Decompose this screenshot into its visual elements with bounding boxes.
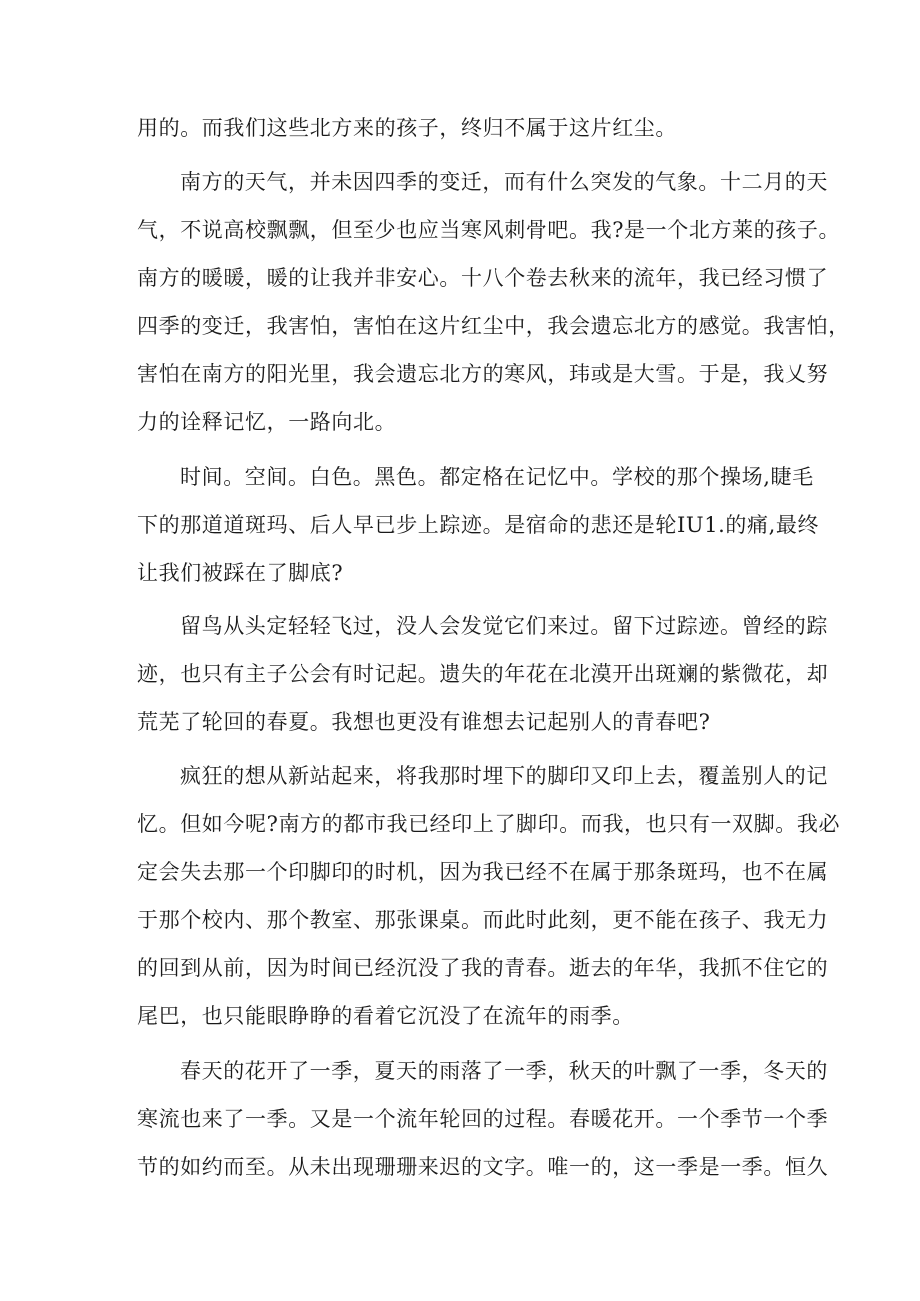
text-line: 力的诠释记忆，一路向北。 [137, 410, 397, 434]
text-line: 春天的花开了一季，夏天的雨落了一季，秋天的叶飘了一季，冬天的 [180, 1059, 828, 1083]
text-line: 节的如约而至。从未出现珊珊来迟的文字。唯一的，这一季是一季。恒久 [137, 1155, 829, 1179]
text-line: 害怕在南方的阳光里，我会遗忘北方的寒风，玮或是大雪。于是，我乂努 [137, 362, 829, 386]
text-line: 寒流也来了一季。又是一个流年轮回的过程。春暖花开。一个季节一个季 [137, 1107, 829, 1131]
text-line: 尾巴，也只能眼睁睁的看着它沉没了在流年的雨季。 [137, 1004, 634, 1028]
text-line: 时间。空间。白色。黑色。都定格在记忆中。学校的那个操场,睫毛 [180, 465, 814, 489]
text-line: 的回到从前，因为时间已经沉没了我的青春。逝去的年华，我抓不住它的 [137, 956, 829, 980]
text-line: 留鸟从头定轻轻飞过，没人会发觉它们来过。留下过踪迹。曾经的踪 [180, 614, 828, 638]
text-line: 南方的暖暖，暖的让我并非安心。十八个卷去秋来的流年，我已经习惯了 [137, 266, 829, 290]
text-line: 荒芜了轮回的春夏。我想也更没有谁想去记起别人的青春吧? [137, 710, 711, 734]
text-line: 气，不说高校飘飘，但至少也应当寒风刺骨吧。我?是一个北方莱的孩子。 [137, 218, 841, 242]
text-line: 让我们被踩在了脚底? [137, 561, 344, 585]
text-line: 疯狂的想从新站起来，将我那时埋下的脚印又印上去，覆盖别人的记 [180, 764, 828, 788]
text-line: 忆。但如今呢?南方的都市我已经印上了脚印。而我，也只有一双脚。我必 [137, 812, 841, 836]
text-line: 下的那道道斑玛、后人早已步上踪迹。是宿命的悲还是轮IU1.的痛,最终 [137, 513, 820, 537]
text-line: 于那个校内、那个教室、那张课桌。而此时此刻，更不能在孩子、我无力 [137, 908, 829, 932]
text-line: 迹，也只有主子公会有时记起。遗失的年花在北漠开出斑斓的紫微花，却 [137, 662, 829, 686]
text-line: 定会失去那一个印脚印的时机，因为我已经不在属于那条斑玛，也不在属 [137, 860, 829, 884]
text-line: 用的。而我们这些北方来的孩子，终归不属于这片红尘。 [137, 116, 677, 140]
text-line: 四季的变迁，我害怕，害怕在这片红尘中，我会遗忘北方的感觉。我害怕， [137, 314, 850, 338]
text-line: 南方的天气，并未因四季的变迁，而有什么突发的气象。十二月的天 [180, 170, 828, 194]
